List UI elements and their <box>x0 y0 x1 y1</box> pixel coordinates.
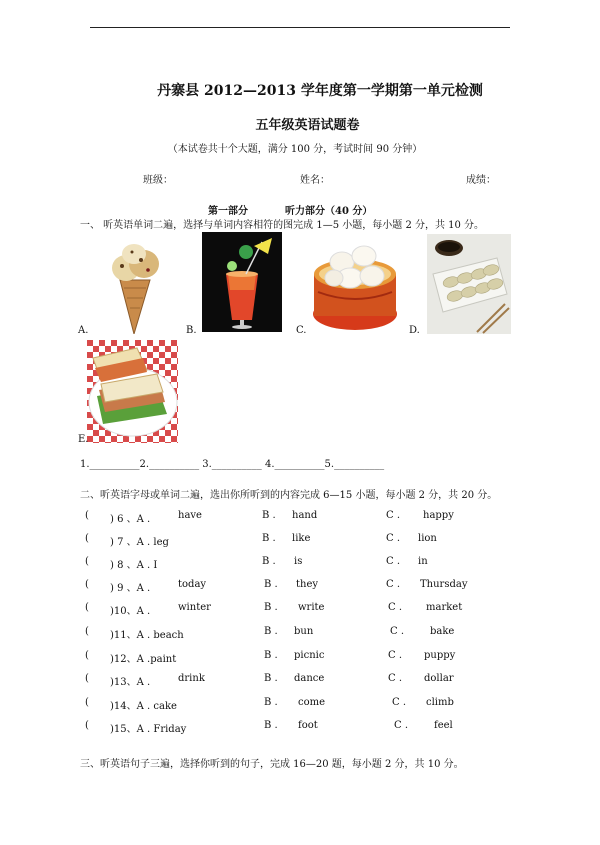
list-item <box>0 510 600 526</box>
item-number: ) 9 、A . <box>110 583 151 594</box>
part-one-name: 第一部分 <box>208 206 248 217</box>
option-b-label: B . <box>264 720 278 731</box>
answer-paren[interactable]: ( <box>85 602 89 613</box>
option-b: like <box>292 533 311 544</box>
option-c-label: C . <box>386 510 401 521</box>
option-a: today <box>178 579 207 590</box>
option-b: come <box>298 697 326 708</box>
option-c: Thursday <box>420 579 468 590</box>
answer-paren[interactable]: ( <box>85 533 89 544</box>
option-a: have <box>178 510 202 521</box>
option-b-label: B . <box>264 579 278 590</box>
option-b-label: B . <box>264 626 278 637</box>
q2-instruction: 二、听英语字母或单词二遍，选出你所听到的内容完成 6—15 小题，每小题 2 分，共 20 分。 <box>80 490 498 501</box>
list-item <box>0 673 600 689</box>
option-c: feel <box>434 720 453 731</box>
dumplings-image <box>427 234 511 334</box>
option-b: dance <box>294 673 325 684</box>
option-b-label: B . <box>264 673 278 684</box>
item-number: )15、A . Friday <box>110 724 187 735</box>
option-b-label: B . <box>264 650 278 661</box>
exam-subtitle: 五年级英语试题卷 <box>255 118 360 133</box>
q1-label-e: E. <box>78 434 89 445</box>
option-b: picnic <box>294 650 325 661</box>
name-field[interactable]: 姓名： <box>300 175 330 186</box>
option-c: puppy <box>424 650 456 661</box>
option-c: in <box>418 556 428 567</box>
q3-instruction: 三、听英语句子三遍，选择你听到的句子，完成 16—20 题，每小题 2 分，共 10 分。 <box>80 759 464 770</box>
option-b: write <box>298 602 325 613</box>
option-c-label: C . <box>386 556 401 567</box>
q1-label-c: C. <box>296 325 307 336</box>
option-c-label: C . <box>392 697 407 708</box>
answer-paren[interactable]: ( <box>85 626 89 637</box>
item-number: )10、A . <box>110 606 151 617</box>
option-b: foot <box>298 720 318 731</box>
list-item <box>0 533 600 549</box>
part-one-title: 听力部分（40 分） <box>285 206 373 217</box>
option-c: dollar <box>424 673 454 684</box>
q1-answer-line[interactable]: 1.__________2.__________ 3.__________ 4.__________5.__________ <box>80 459 385 470</box>
option-c-label: C . <box>388 602 403 613</box>
list-item <box>0 697 600 713</box>
item-number: )11、A . beach <box>110 630 184 641</box>
list-item <box>0 720 600 736</box>
juice-drink-image <box>202 232 282 332</box>
option-b: they <box>296 579 319 590</box>
option-c-label: C . <box>388 673 403 684</box>
class-field[interactable]: 班级： <box>143 175 173 186</box>
item-number: )12、A .paint <box>110 654 177 665</box>
option-a: drink <box>178 673 205 684</box>
option-b-label: B . <box>262 533 276 544</box>
item-number: ) 8 、A . I <box>110 560 158 571</box>
item-number: ) 6 、A . <box>110 514 151 525</box>
q1-instruction: 一、 听英语单词二遍，选择与单词内容相符的图完成 1—5 小题，每小题 2 分，共 10 分。 <box>80 220 485 231</box>
item-number: ) 7 、A . leg <box>110 537 169 548</box>
answer-paren[interactable]: ( <box>85 579 89 590</box>
option-c-label: C . <box>386 579 401 590</box>
item-number: )13、A . <box>110 677 151 688</box>
item-number: )14、A . cake <box>110 701 177 712</box>
option-c: bake <box>430 626 455 637</box>
header-rule <box>90 27 510 28</box>
answer-paren[interactable]: ( <box>85 650 89 661</box>
steamed-buns-image <box>312 234 398 332</box>
answer-paren[interactable]: ( <box>85 510 89 521</box>
option-b-label: B . <box>264 602 278 613</box>
list-item <box>0 556 600 572</box>
option-b: bun <box>294 626 314 637</box>
list-item <box>0 602 600 618</box>
answer-paren[interactable]: ( <box>85 556 89 567</box>
exam-note: （本试卷共十个大题，满分 100 分，考试时间 90 分钟） <box>167 144 423 155</box>
list-item <box>0 650 600 666</box>
option-b-label: B . <box>264 697 278 708</box>
list-item <box>0 626 600 642</box>
answer-paren[interactable]: ( <box>85 720 89 731</box>
option-c-label: C . <box>388 650 403 661</box>
exam-title: 丹寨县 2012—2013 学年度第一学期第一单元检测 <box>157 83 483 99</box>
option-c: climb <box>426 697 454 708</box>
ice-cream-image <box>108 242 163 334</box>
option-c-label: C . <box>386 533 401 544</box>
option-b: is <box>294 556 303 567</box>
option-a: winter <box>178 602 211 613</box>
option-c-label: C . <box>390 626 405 637</box>
score-field[interactable]: 成绩： <box>466 175 496 186</box>
option-c: happy <box>423 510 454 521</box>
answer-paren[interactable]: ( <box>85 673 89 684</box>
option-b-label: B . <box>262 556 276 567</box>
q1-label-b: B. <box>186 325 197 336</box>
answer-paren[interactable]: ( <box>85 697 89 708</box>
option-b: hand <box>292 510 318 521</box>
sandwich-image <box>87 340 178 443</box>
list-item <box>0 579 600 595</box>
option-b-label: B . <box>262 510 276 521</box>
option-c: lion <box>418 533 437 544</box>
q1-label-a: A. <box>78 325 89 336</box>
option-c: market <box>426 602 463 613</box>
q1-label-d: D. <box>409 325 420 336</box>
option-c-label: C . <box>394 720 409 731</box>
